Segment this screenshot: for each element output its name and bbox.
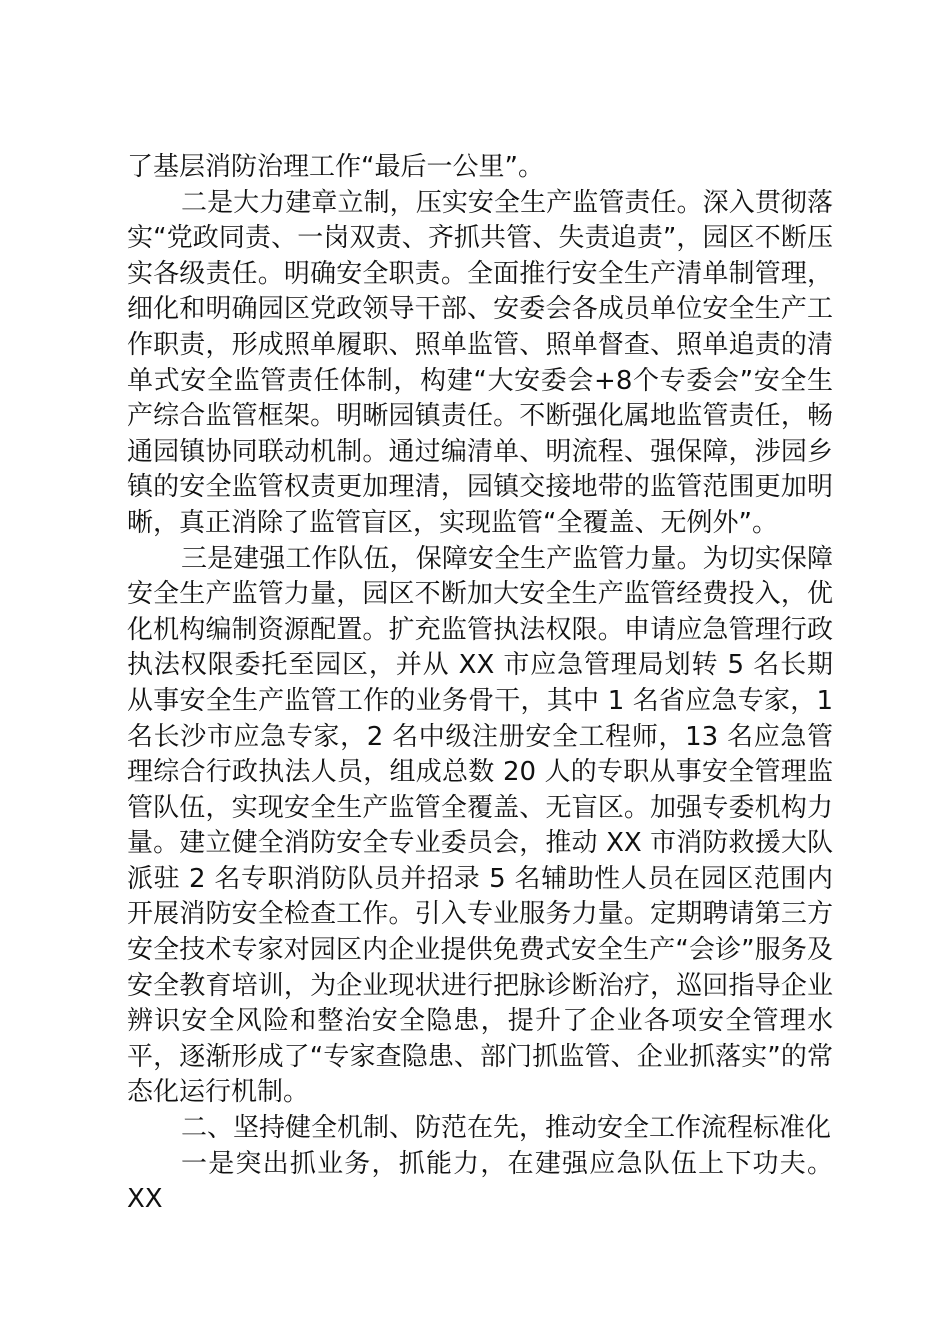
section-heading: 二、坚持健全机制、防范在先，推动安全工作流程标准化 bbox=[181, 1113, 832, 1144]
paragraph-continuation: 了基层消防治理工作“最后一公里”。 bbox=[127, 152, 544, 182]
paragraph-responsibility: 二是大力建章立制，压实安全生产监管责任。深入贯彻落实“党政同责、一岗双责、齐抓共管、失责追责”，园区不断压实各级责任。明确安全职责。全面推行安全生产清单制管理，细化和明确园区党政领导干部、安委会各成员单位安全生产工作职责，形成照单履职、照单监管、照单督查、照单追责的清单式安全监管责任体制，构建“大安委会+8个专委会”安全生产综合监管框架。明晰园镇责任。不断强化属地监管责任，畅通园镇协同联动机制。通过编清单、明流程、强保障，涉园乡镇的安全监管权责更加理清，园镇交接地带的监管范围更加明晰，真正消除了监管盲区，实现监管“全覆盖、无例外”。 bbox=[127, 187, 833, 538]
paragraph-emergency-team: 一是突出抓业务，抓能力，在建强应急队伍上下功夫。XX bbox=[127, 1148, 833, 1215]
paragraph-team-building: 三是建强工作队伍，保障安全生产监管力量。为切实保障安全生产监管力量，园区不断加大安全生产监管经费投入，优化机构编制资源配置。扩充监管执法权限。申请应急管理行政执法权限委托至园区，并从 XX 市应急管理局划转 5 名长期从事安全生产监管工作的业务骨干，其中 1 名省应急专家，1 名长沙市应急专家，2 名中级注册安全工程师，13 名应急管理综合行政执法人员，组成总数 20 人的专职从事安全管理监管队伍，实现安全生产监管全覆盖、无盲区。加强专委机构力量。建立健全消防安全专业委员会，推动 XX 市消防救援大队派驻 2 名专职消防队员并招录 5 名辅助性人员在园区范围内开展消防安全检查工作。引入专业服务力量。定期聘请第三方安全技术专家对园区内企业提供免费式安全生产“会诊”服务及安全教育培训，为企业现状进行把脉诊断治疗，巡回指导企业辨识安全风险和整治安全隐患，提升了企业各项安全管理水平，逐渐形成了“专家查隐患、部门抓监管、企业抓落实”的常态化运行机制。 bbox=[127, 543, 833, 1108]
document-body bbox=[127, 150, 833, 1218]
